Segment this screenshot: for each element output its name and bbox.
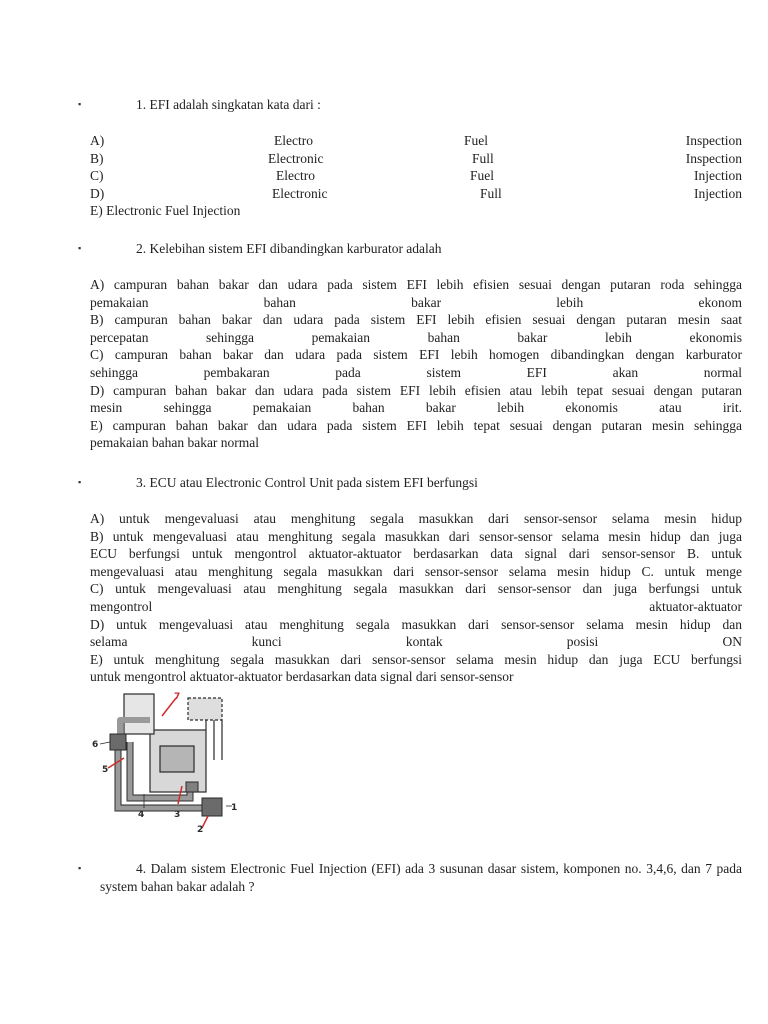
option-word: Electronic	[272, 185, 328, 201]
question-2-options	[90, 276, 742, 452]
question-4-text: 4. Dalam sistem Electronic Fuel Injection (EFI) ada 3 susunan dasar sistem, komponen no. 3,4,6, dan 7 pada system bahan bakar adalah ?	[100, 861, 742, 894]
label-5: 5	[102, 765, 109, 775]
option-letter: C)	[90, 168, 104, 184]
option-word: Full	[472, 150, 494, 166]
component-1	[202, 798, 222, 816]
option-line: pemakaian bahan bakar lebih ekonom	[90, 294, 742, 310]
option-word: Fuel	[464, 133, 489, 148]
question-1	[78, 96, 742, 114]
bullet-icon: ▪	[78, 477, 82, 487]
option-word: Inspection	[685, 133, 742, 148]
option-line: C) untuk mengevaluasi atau menghitung segala masukkan dari sensor-sensor dan juga berfungsi untuk	[90, 581, 742, 597]
label-7: 7	[174, 692, 181, 702]
option-word: Inspection	[685, 150, 742, 166]
option-letter: A)	[90, 133, 105, 148]
option-letter: D)	[90, 185, 105, 201]
option-line: E) untuk menghitung segala masukkan dari sensor-sensor selama mesin hidup dan juga ECU berfungsi	[90, 651, 742, 667]
question-3	[78, 474, 742, 492]
option-letter: B)	[90, 150, 104, 166]
option-word: Electro	[276, 168, 315, 184]
option-line: B) untuk mengevaluasi atau menghitung segala masukkan dari sensor-sensor selama mesin hidup dan juga	[90, 528, 742, 544]
option-line: mesin sehingga pemakaian bahan bakar lebih ekonomis atau irit.	[90, 400, 742, 416]
option-row	[90, 132, 742, 150]
option-line: ECU berfungsi untuk mengontrol aktuator-aktuator berdasarkan data signal dari sensor-sensor B. untuk	[90, 546, 742, 562]
component-3	[186, 782, 198, 792]
question-3-text: 3. ECU atau Electronic Control Unit pada sistem EFI berfungsi	[136, 475, 478, 490]
option-row	[90, 150, 742, 168]
option-line: B) campuran bahan bakar dan udara pada sistem EFI lebih efisien sesuai dengan putaran mesin saat	[90, 312, 742, 328]
bullet-icon: ▪	[78, 243, 82, 253]
option-word: Injection	[694, 185, 742, 201]
option-row	[90, 185, 742, 203]
option-line: A) campuran bahan bakar dan udara pada sistem EFI lebih efisien sesuai dengan putaran roda sehingga	[90, 277, 742, 292]
option-line: C) campuran bahan bakar dan udara pada sistem EFI lebih homogen dibandingkan dengan karburator	[90, 347, 742, 363]
bullet-icon: ▪	[78, 863, 82, 873]
option-line: A) untuk mengevaluasi atau menghitung segala masukkan dari sensor-sensor selama mesin hidup	[90, 511, 742, 526]
option-word: Electronic	[268, 150, 324, 166]
option-line: selama kunci kontak posisi ON	[90, 634, 742, 650]
option-line: percepatan sehingga pemakaian bahan bakar lebih ekonomis	[90, 329, 742, 345]
option-row	[90, 167, 742, 185]
component-6	[110, 734, 126, 750]
label-3: 3	[174, 810, 181, 820]
question-1-options	[90, 132, 742, 220]
option-word: Fuel	[470, 168, 495, 184]
question-3-options	[90, 510, 742, 686]
option-word: Full	[480, 185, 502, 201]
efi-fuel-system-diagram	[90, 690, 240, 835]
option-e: E) Electronic Fuel Injection	[90, 203, 241, 219]
question-4	[78, 860, 742, 895]
option-line: E) campuran bahan bakar dan udara pada sistem EFI lebih tepat sesuai dengan putaran mesin sehingga	[90, 417, 742, 433]
option-word: Electro	[274, 133, 313, 148]
bullet-icon: ▪	[78, 99, 82, 109]
label-4: 4	[138, 810, 145, 820]
option-word: Injection	[694, 168, 742, 184]
option-line: sehingga pembakaran pada sistem EFI akan normal	[90, 364, 742, 380]
label-2: 2	[197, 825, 204, 835]
question-2-text: 2. Kelebihan sistem EFI dibandingkan karburator adalah	[136, 241, 442, 256]
label-6: 6	[92, 740, 99, 750]
option-line: pemakaian bahan bakar normal	[90, 435, 260, 451]
option-line: D) campuran bahan bakar dan udara pada sistem EFI lebih efisien atau lebih tepat sesuai dengan putaran	[90, 382, 742, 398]
option-line: mengevaluasi atau menghitung segala masukkan dari sensor-sensor selama mesin hidup C. untuk menge	[90, 563, 742, 579]
label-1: 1	[231, 803, 238, 813]
question-1-text: 1. EFI adalah singkatan kata dari :	[136, 97, 321, 112]
option-line: D) untuk mengevaluasi atau menghitung segala masukkan dari sensor-sensor selama mesin hidup dan	[90, 616, 742, 632]
option-line: untuk mengontrol aktuator-aktuator berdasarkan data signal dari sensor-sensor	[90, 669, 514, 685]
option-line: mengontrol aktuator-aktuator	[90, 598, 742, 614]
question-2	[78, 240, 742, 258]
